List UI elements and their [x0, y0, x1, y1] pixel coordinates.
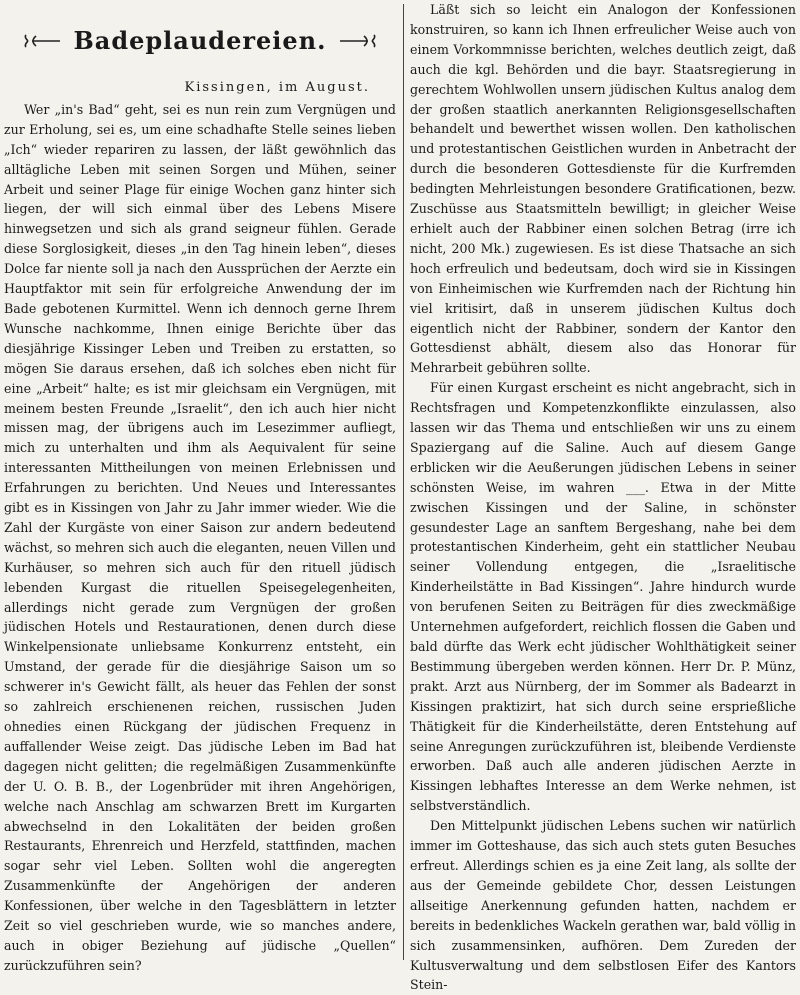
- dateline: Kissingen, im August.: [184, 80, 370, 95]
- paragraph: Für einen Kurgast erscheint es nicht angebracht, sich in Rechtsfragen und Kompetenzkonflikte einzulassen, also lassen wir das Thema und entschließen wir uns zu einem Spaziergang auf die Saline. Auch auf diesem Gange erblicken wir die Aeußerungen jüdischen Lebens in seiner schönsten Weise, im wahren ___. Etwa in der Mitte zwischen Kissingen und der Saline, in schönster gesundester Lage an sanftem Bergeshang, nahe bei dem protestantischen Kinderheim, geht ein stattlicher Neubau seiner Vollendung entgegen, die „Israelitische Kinderheilstätte in Bad Kissingen“. Jahre hindurch wurde von berufenen Seiten zu Beiträgen für dies zweckmäßige Unternehmen aufgefordert, reichlich flossen die Gaben und bald dürfte das Werk echt jüdischer Wohlthätigkeit seiner Bestimmung übergeben werden können. Herr Dr. P. Münz, prakt. Arzt aus Nürnberg, der im Sommer als Badearzt in Kissingen praktizirt, hat sich durch seine ersprießliche Thätigkeit für die Kinderheilstätte, deren Entstehung auf seine Anregungen zurückzuführen ist, bleibende Verdienste erworben. Daß auch alle anderen jüdischen Aerzte in Kissingen lebhaftes Interesse an dem Werke nehmen, ist selbstverständlich.: [410, 380, 796, 814]
- right-ornament-icon: [338, 33, 378, 49]
- right-column: [410, 0, 796, 995]
- column-divider: [403, 4, 404, 960]
- paragraph: Den Mittelpunkt jüdischen Lebens suchen wir natürlich immer im Gotteshause, das sich auch stets guten Besuches erfreut. Allerdings schien es ja eine Zeit lang, als sollte der aus der Gemeinde gebildete Chor, dessen Leistungen allseitige Anerkennung gefunden hatten, nachdem er bereits in bedenkliches Wackeln gerathen war, bald völlig in sich zusammensinken, aufhören. Dem Zureden der Kultusverwaltung und dem selbstlosen Eifer des Kantors Stein-: [410, 818, 796, 993]
- paragraph: Wer „in's Bad“ geht, sei es nun rein zum Vergnügen und zur Erholung, sei es, um eine schadhafte Stelle seines lieben „Ich“ wieder repariren zu lassen, der läßt gewöhnlich das alltägliche Leben mit seinen Sorgen und Mühen, seiner Arbeit und seiner Plage für einige Wochen ganz hinter sich liegen, der will sich einmal über des Lebens Misere hinwegsetzen und sich als grand seigneur fühlen. Gerade diese Sorglosigkeit, dieses „in den Tag hinein leben“, dieses Dolce far niente soll ja nach den Aussprüchen der Aerzte ein Hauptfaktor mit sein für erfolgreiche Anwendung der im Bade gebotenen Kurmittel. Wenn ich dennoch gerne Ihrem Wunsche nachkomme, Ihnen einige Berichte über das diesjährige Kissinger Leben und Treiben zu erstatten, so mögen Sie daraus ersehen, daß ich solches eben nicht für eine „Arbeit“ halte; es ist mir gleichsam ein Vergnügen, mit meinem besten Freunde „Israelit“, den ich auch hier nicht missen mag, der übrigens auch im Lesezimmer aufliegt, mich zu unterhalten und ihm als Aequivalent für seine interessanten Mittheilungen von meinen Erlebnissen und Erfahrungen zu berichten. Und Neues und Interessantes gibt es in Kissingen von Jahr zu Jahr immer wieder. Wie die Zahl der Kurgäste von einer Saison zur andern bedeutend wächst, so mehren sich auch die eleganten, neuen Villen und Kurhäuser, so mehren sich auch für den rituell jüdisch lebenden Kurgast die rituellen Speisegelegenheiten, allerdings nicht gerade zum Vergnügen der großen jüdischen Hotels und Restaurationen, denen durch diese Winkelpensionate unliebsame Konkurrenz entsteht, ein Umstand, der gerade für die diesjährige Saison um so schwerer in's Gewicht fällt, als heuer das Fehlen der sonst so zahlreich erschienenen reichen, russischen Juden ohnedies einen Rückgang der jüdischen Frequenz in auffallender Weise zeigt. Das jüdische Leben im Bad hat dagegen nicht gelitten; die regelmäßigen Zusammenkünfte der U. O. B. B., der Logenbrüder mit ihren Angehörigen, welche nach Anschlag am schwarzen Brett im Kurgarten abwechselnd in den Lokalitäten der beiden großen Restaurants, Ehrenreich und Herzfeld, stattfinden, machen sogar sehr viel Leben. Sollten wohl die angeregten Zusammenkünfte der Angehörigen der anderen Konfessionen, über welche in den Tagesblättern in letzter Zeit so viel geschrieben wurde, wie so manches andere, auch in obiger Beziehung auf jüdische „Quellen“ zurückzuführen sein?: [4, 101, 396, 973]
- title-row: [4, 0, 396, 78]
- left-ornament-icon: [22, 33, 62, 49]
- article-title: Badeplaudereien.: [73, 26, 327, 56]
- left-column: [4, 0, 396, 976]
- paragraph: Läßt sich so leicht ein Analogon der Konfessionen konstruiren, so kann ich Ihnen erfreulicher Weise auch von einem Vorkommnisse berichten, welches deutlich zeigt, daß auch die kgl. Behörden und die bayr. Staatsregierung in gerechtem Wohlwollen unsern jüdischen Kultus analog dem der großen staatlich anerkannten Religionsgesellschaften behandelt und bewerthet wissen wollen. Den katholischen und protestantischen Geistlichen wurden in Anbetracht der durch die besonderen Gottesdienste für die Kurfremden bedingten Mehrleistungen besondere Gratificationen, bezw. Zuschüsse aus Staatsmitteln bewilligt; in gleicher Weise erhielt auch der Rabbiner einen solchen Betrag (irre ich nicht, 200 Mk.) zugewiesen. Es ist diese Thatsache an sich hoch erfreulich und bedeutsam, doch wird sie in Kissingen von Einheimischen wie Kurfremden nach der Richtung hin viel kritisirt, daß in unserem jüdischen Kultus doch eigentlich nicht der Rabbiner, sondern der Kantor den Gottesdienst abhält, diesem also das Honorar für Mehrarbeit gebühren sollte.: [410, 2, 796, 376]
